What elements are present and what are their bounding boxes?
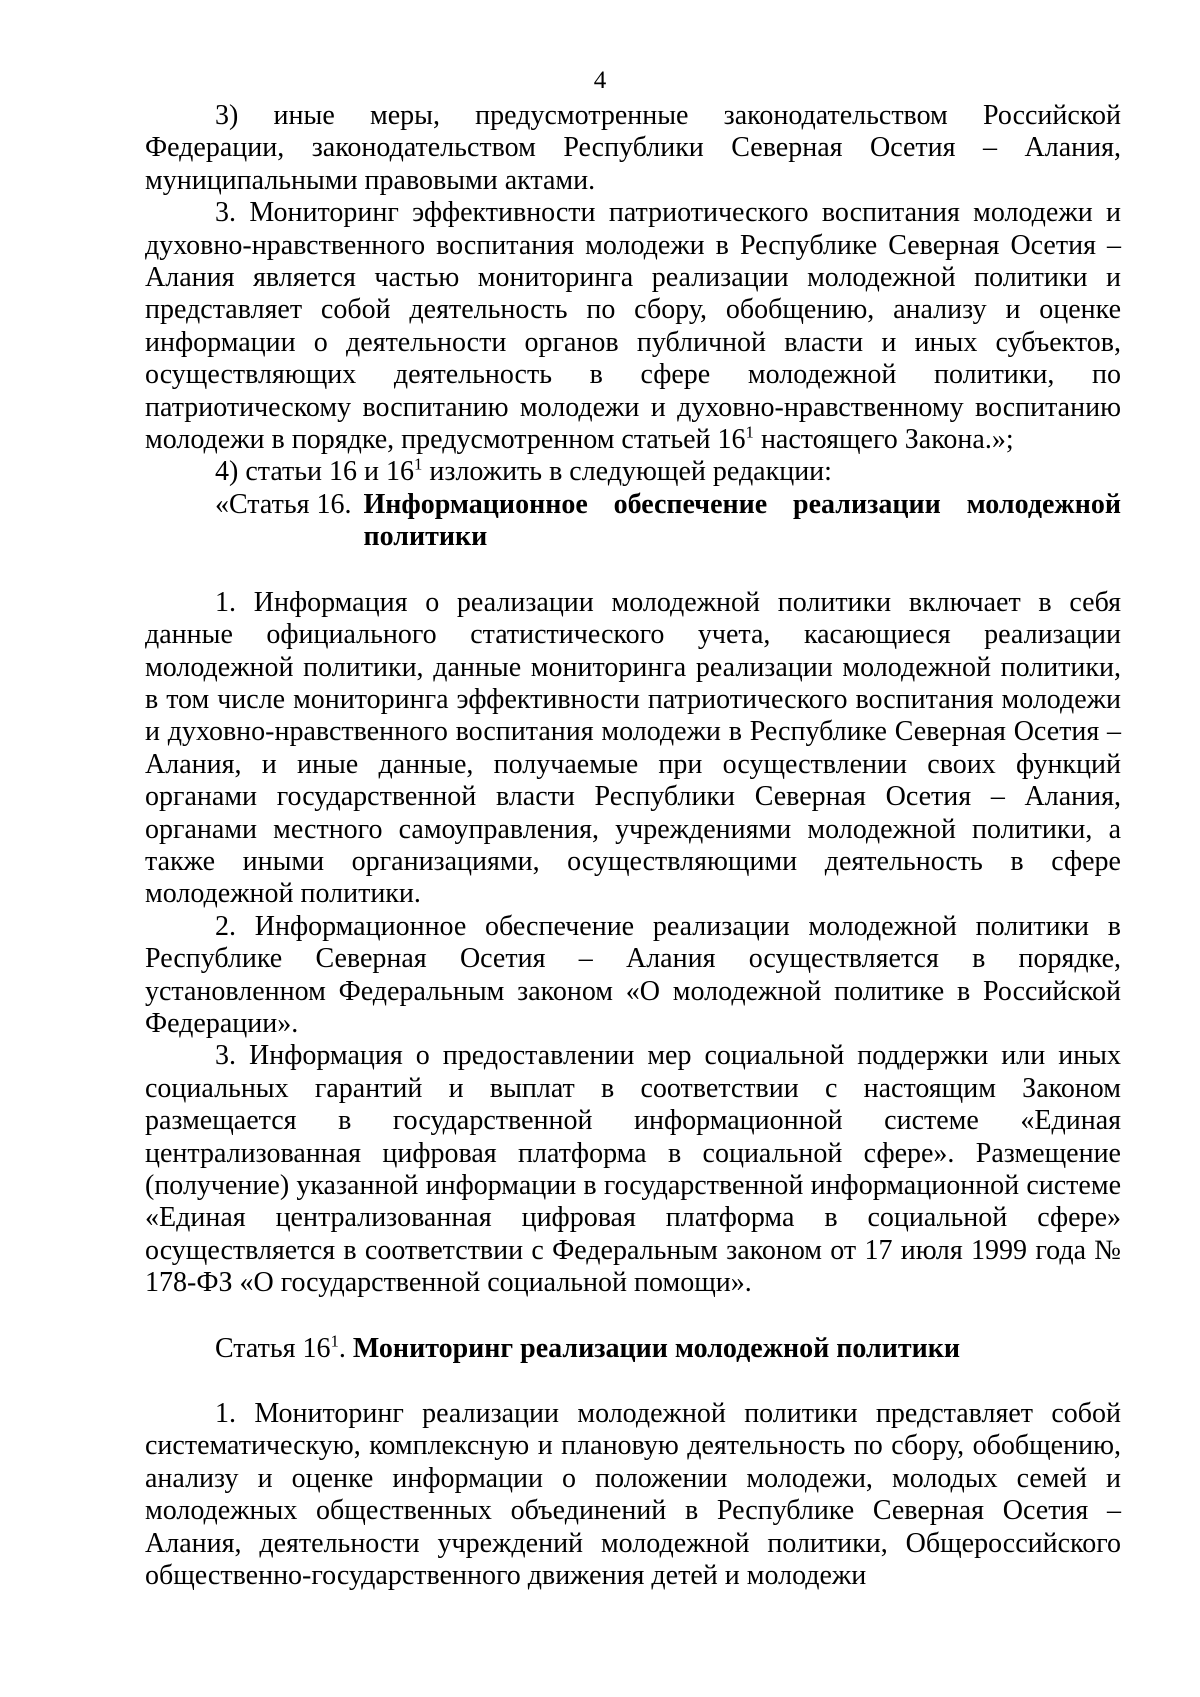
article-16-paragraph-3: 3. Информация о предоставлении мер социальной поддержки или иных социальных гарантий и выплат в соответствии с настоящим Законом размещается в государственной информационной системе «Единая централизованная цифровая платформа в социальной сфере». Размещение (получение) указанной информации в государственной информационной системе «Единая централизованная цифровая платформа в социальной сфере» осуществляется в соответствии с Федеральным законом от 17 июля 1999 года № 178-ФЗ «О государственной социальной помощи».	[145, 1040, 1121, 1299]
page-number: 4	[593, 67, 607, 94]
amendment-text-end: изложить в следующей редакции:	[422, 456, 832, 488]
article-16-1-label: Статья 16	[215, 1332, 331, 1364]
article-16-paragraph-2: 2. Информационное обеспечение реализации молодежной политики в Республике Северная Осетия – Алания осуществляется в порядке, установленном Федеральным законом «О молодежной политике в Российской Федерации».	[145, 910, 1121, 1039]
article-16-1-dot: .	[338, 1332, 353, 1364]
paragraph-monitoring-tail: молодежи в порядке, предусмотренном статьей 16	[145, 424, 746, 456]
article-16-1-heading	[145, 1333, 1121, 1365]
article-16-label: «Статья 16.	[215, 488, 352, 520]
paragraph-monitoring-end: настоящего Закона.»;	[753, 424, 1014, 456]
article-16-paragraph-1: 1. Информация о реализации молодежной политики включает в себя данные официального статистического учета, касающиеся реализации молодежной политики, данные мониторинга реализации молодежной политики, в том числе мониторинга эффективности патриотического воспитания молодежи и духовно-нравственного воспитания молодежи в Республике Северная Осетия – Алания, и иные данные, получаемые при осуществлении своих функций органами государственной власти Республики Северная Осетия – Алания, органами местного самоуправления, учреждениями молодежной политики, а также иными организациями, осуществляющими деятельность в сфере молодежной политики.	[145, 586, 1121, 910]
spacer	[145, 554, 1121, 587]
superscript-one: 1	[414, 455, 423, 475]
document-body	[145, 100, 1121, 1592]
spacer	[145, 1365, 1121, 1398]
paragraph-monitoring-text: 3. Мониторинг эффективности патриотического воспитания молодежи и духовно-нравственного воспитания молодежи в Республике Северная Осетия – Алания является частью мониторинга реализации молодежной политики и представляет собой деятельность по сбору, обобщению, анализу и оценке информации о деятельности органов публичной власти и иных субъектов, осуществляющих деятельность в сфере молодежной политики, по патриотическому воспитанию молодежи и духовно-нравственному воспитанию	[145, 197, 1121, 423]
article-16-1-title: Мониторинг реализации молодежной политики	[352, 1332, 961, 1364]
paragraph-monitoring-patriotic	[145, 197, 1121, 456]
article-16-title: Информационное обеспечение реализации молодежной политики	[363, 488, 1121, 553]
paragraph-other-measures: 3) иные меры, предусмотренные законодательством Российской Федерации, законодательством Республики Северная Осетия – Алания, муниципальными правовыми актами.	[145, 100, 1121, 196]
article-16-heading	[145, 489, 1121, 554]
article-16-1-paragraph-1: 1. Мониторинг реализации молодежной политики представляет собой систематическую, комплексную и плановую деятельность по сбору, обобщению, анализу и оценке информации о положении молодежи, молодых семей и молодежных общественных объединений в Республике Северная Осетия – Алания, деятельности учреждений молодежной политики, Общероссийского общественно-государственного движения детей и молодежи	[145, 1398, 1121, 1592]
superscript-one: 1	[745, 422, 754, 442]
paragraph-amendment-item	[145, 456, 1121, 488]
spacer	[145, 1300, 1121, 1333]
amendment-text: 4) статьи 16 и 16	[215, 456, 415, 488]
superscript-one: 1	[330, 1331, 339, 1351]
